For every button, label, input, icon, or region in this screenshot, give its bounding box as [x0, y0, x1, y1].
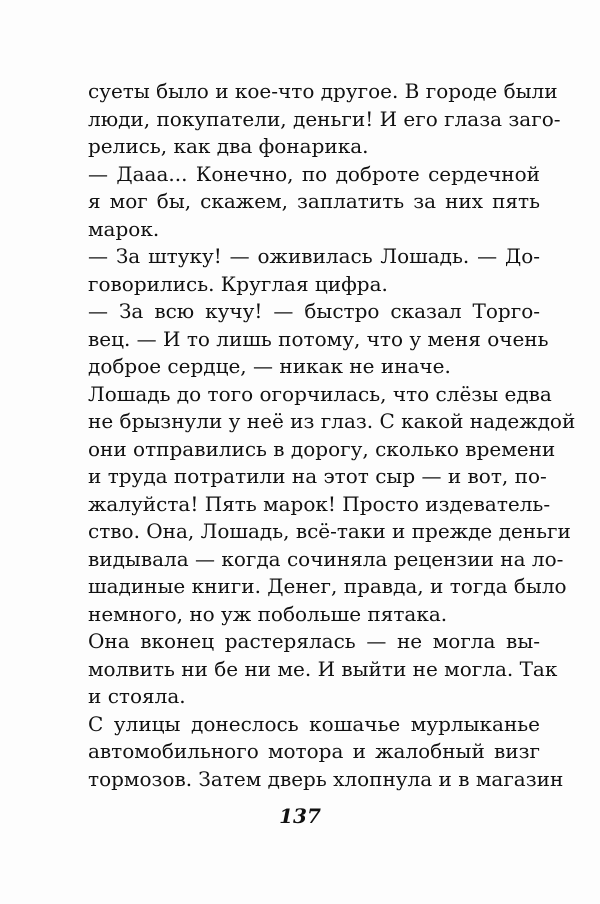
text-line: я мог бы, скажем, заплатить за них пять [88, 189, 540, 213]
text-line: суеты было и кое-что другое. В городе были [88, 79, 558, 103]
text-line: — За штуку! — оживилась Лошадь. — До- [88, 244, 540, 268]
text-line: — Дааа... Конечно, по доброте сердечной [88, 161, 540, 186]
text-line: С улицы донеслось кошачье мурлыканье [88, 711, 540, 736]
text-line: доброе сердце, — никак не иначе. [88, 354, 451, 378]
text-line: — За всю кучу! — быстро сказал Торго- [88, 299, 540, 323]
text-line: они отправились в дорогу, сколько времени [88, 436, 556, 461]
text-line: релись, как два фонарика. [88, 134, 369, 158]
text-line: видывала — когда сочиняла рецензии на ло- [88, 546, 564, 571]
text-line: шадиные книги. Денег, правда, и тогда было [88, 574, 567, 598]
text-line: молвить ни бе ни ме. И выйти не могла. Так [88, 656, 558, 681]
text-line: марок. [88, 216, 160, 241]
text-line: тормозов. Затем дверь хлопнула и в магазин [88, 766, 564, 791]
page-number: 137 [279, 804, 321, 828]
text-line: и стояла. [88, 684, 186, 708]
text-line: ство. Она, Лошадь, всё-таки и прежде деньги [88, 519, 571, 543]
text-line: Лошадь до того огорчилась, что слёзы едва [88, 381, 552, 406]
text-line: вец. — И то лишь потому, что у меня очень [88, 326, 549, 351]
text-line: говорились. Круглая цифра. [88, 271, 388, 296]
text-line: люди, покупатели, деньги! И его глаза заго- [88, 106, 561, 131]
text-line: не брызнули у неё из глаз. С какой надеждой [88, 409, 576, 433]
text-line: автомобильного мотора и жалобный визг [88, 739, 540, 763]
text-line: немного, но уж побольше пятака. [88, 601, 448, 626]
body-text [88, 78, 576, 793]
text-line: и труда потратили на этот сыр — и вот, по- [88, 464, 547, 488]
text-line: Она вконец растерялась — не могла вы- [88, 629, 540, 653]
text-line: жалуйста! Пять марок! Просто издеватель- [88, 491, 551, 516]
